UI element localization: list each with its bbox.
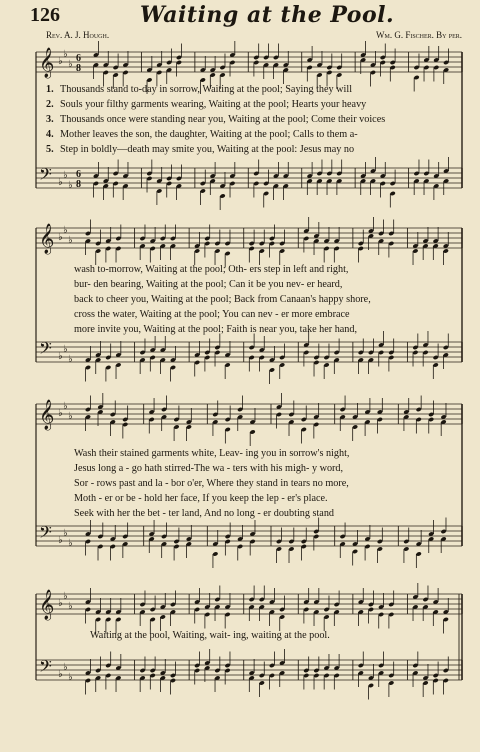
flat-icon: ♭ — [68, 180, 73, 191]
time-signature-bottom: 8 — [76, 179, 81, 190]
flat-icon: ♭ — [63, 662, 68, 673]
flat-icon: ♭ — [68, 538, 73, 549]
flat-icon: ♭ — [68, 235, 73, 246]
flat-icon: ♭ — [58, 669, 63, 680]
flat-icon: ♭ — [58, 351, 63, 362]
flat-icon: ♭ — [58, 598, 63, 609]
verse-line: back to cheer you, Waiting at the pool; Back from Canaan's happy shore, — [74, 294, 371, 305]
bass-clef-icon: 𝄢 — [39, 164, 52, 188]
verse-line: Seek with her the bet - ter land, And no long - er doubting stand — [74, 508, 335, 519]
time-signature-bottom: 8 — [76, 63, 81, 74]
bass-clef-icon: 𝄢 — [39, 338, 52, 362]
flat-icon: ♭ — [58, 177, 63, 188]
flat-icon: ♭ — [68, 672, 73, 683]
flat-icon: ♭ — [63, 401, 68, 412]
composer-credit: Wm. G. Fischer. By per. — [375, 30, 462, 40]
verse-line: 4. Mother leaves the son, the daughter, Waiting at the pool; Calls to them a- — [46, 129, 358, 140]
flat-icon: ♭ — [63, 225, 68, 236]
bass-clef-icon: 𝄢 — [39, 522, 52, 546]
verse-line: 1. Thousands stand to-day in sorrow, Waiting at the pool; Saying they will — [46, 84, 353, 95]
verse-line: Moth - er or be - hold her face, If you keep the lep - er's place. — [74, 493, 328, 504]
page-number: 126 — [30, 4, 60, 26]
verse-line: bur- den bearing, Waiting at the pool; Can it be you nev- er heard, — [74, 279, 343, 290]
verse-line: 5. Step in boldly—death may smite you, Waiting at the pool: Jesus may no — [46, 144, 355, 155]
flat-icon: ♭ — [63, 528, 68, 539]
flat-icon: ♭ — [58, 232, 63, 243]
flat-icon: ♭ — [63, 344, 68, 355]
flat-icon: ♭ — [58, 56, 63, 67]
flat-icon: ♭ — [68, 411, 73, 422]
flat-icon: ♭ — [63, 170, 68, 181]
time-signature-top: 6 — [76, 53, 81, 64]
flat-icon: ♭ — [58, 535, 63, 546]
verse-line: Jesus long a - go hath stirred-The wa - ters with his migh- y word, — [74, 463, 344, 474]
flat-icon: ♭ — [68, 59, 73, 70]
treble-clef-icon: 𝄞 — [39, 590, 55, 620]
verse-line: 2. Souls your filthy garments wearing, Waiting at the pool; Hearts your heavy — [46, 99, 367, 110]
treble-clef-icon: 𝄞 — [39, 48, 55, 78]
refrain-line: Waiting at the pool, Waiting, wait- ing, waiting at the pool. — [90, 630, 330, 641]
verse-line: wash to-morrow, Waiting at the pool; Oth- ers step in left and right, — [74, 264, 349, 275]
treble-clef-icon: 𝄞 — [39, 224, 55, 254]
flat-icon: ♭ — [68, 601, 73, 612]
verse-line: Sor - rows past and la - bor o'er, Where they stand in tears no more, — [74, 478, 349, 489]
flat-icon: ♭ — [58, 408, 63, 419]
hymn-title: Waiting at the Pool. — [140, 2, 395, 28]
treble-clef-icon: 𝄞 — [39, 400, 55, 430]
lyricist-credit: Rev. A. J. Hough. — [46, 30, 110, 40]
flat-icon: ♭ — [63, 49, 68, 60]
bass-clef-icon: 𝄢 — [39, 656, 52, 680]
time-signature-top: 6 — [76, 169, 81, 180]
verse-line: cross the water, Waiting at the pool; You can nev - er more embrace — [74, 309, 350, 320]
verse-line: 3. Thousands once were standing near you, Waiting at the pool; Come their voices — [46, 114, 386, 125]
verse-line: Wash their stained garments white, Leav- ing you in sorrow's night, — [74, 448, 350, 459]
verse-line: more invite you, Waiting at the pool; Faith is near you, take her hand, — [74, 324, 358, 335]
flat-icon: ♭ — [68, 354, 73, 365]
flat-icon: ♭ — [63, 591, 68, 602]
